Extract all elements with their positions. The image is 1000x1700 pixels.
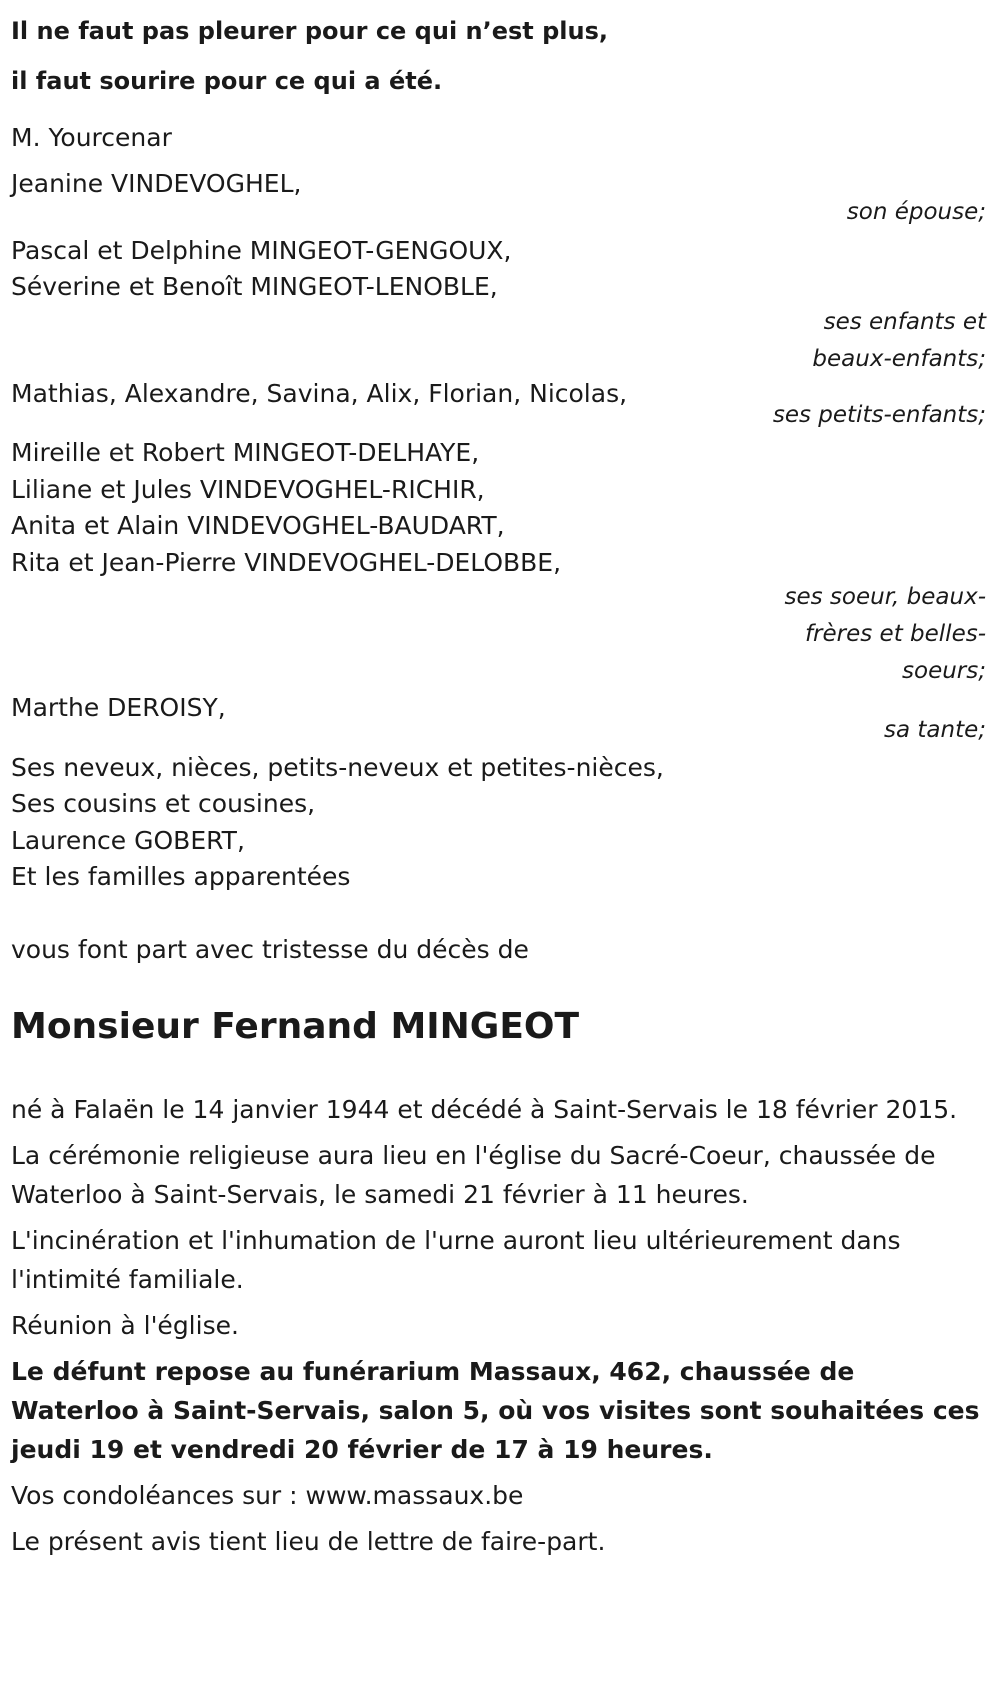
- incineration-text: L'incinération et l'inhumation de l'urne auront lieu ultérieurement dans l'intimité familiale.: [11, 1225, 901, 1294]
- family-group-spouse: [11, 166, 986, 231]
- family-name: Marthe DEROISY,: [11, 693, 226, 722]
- role-line: frères et belles-: [804, 621, 986, 647]
- condolences-text: Vos condoléances sur : www.massaux.be: [11, 1480, 524, 1510]
- quote-line-2: il faut sourire pour ce qui a été.: [11, 67, 443, 95]
- family-name: Rita et Jean-Pierre VINDEVOGHEL-DELOBBE,: [11, 547, 562, 577]
- ceremony-text: La cérémonie religieuse aura lieu en l'église du Sacré-Coeur, chaussée de Waterloo à Saint-Servais, le samedi 21 février à 11 heures.: [11, 1140, 936, 1209]
- family-name: Jeanine VINDEVOGHEL,: [11, 169, 302, 198]
- family-role: [11, 304, 986, 378]
- role-line: beaux-enfants;: [812, 345, 986, 372]
- family-name: Séverine et Benoît MINGEOT-LENOBLE,: [11, 272, 498, 301]
- visitation-text: Le défunt repose au funérarium Massaux, 462, chaussée de Waterloo à Saint-Servais, salon 5, où vos visites sont souhaitées ces jeudi 19 et vendredi 20 février de 17 à 19 heures.: [11, 1356, 980, 1464]
- family-name: Mathias, Alexandre, Savina, Alix, Florian, Nicolas,: [11, 378, 628, 408]
- announcement: vous font part avec tristesse du décès de: [11, 934, 529, 964]
- family-group-aunt: [11, 690, 986, 749]
- role-line: ses petits-enfants;: [772, 402, 986, 428]
- relative-line: Et les familles apparentées: [11, 862, 351, 891]
- birth-death-text: né à Falaën le 14 janvier 1944 et décédé à Saint-Servais le 18 février 2015.: [11, 1094, 958, 1124]
- notice-text: Le présent avis tient lieu de lettre de faire-part.: [11, 1526, 606, 1556]
- quote-block: [11, 6, 986, 106]
- family-role: [11, 579, 986, 690]
- family-group-children: [11, 233, 986, 378]
- other-relatives: [11, 750, 986, 896]
- deceased-name: Monsieur Fernand MINGEOT: [11, 1005, 580, 1047]
- relative-line: Laurence GOBERT,: [11, 825, 245, 855]
- role-line: sa tante;: [884, 716, 986, 743]
- meeting-text: Réunion à l'église.: [11, 1310, 239, 1340]
- quote-author: M. Yourcenar: [11, 123, 172, 152]
- family-name: Liliane et Jules VINDEVOGHEL-RICHIR,: [11, 474, 485, 504]
- relative-line: Ses cousins et cousines,: [11, 789, 316, 818]
- family-group-siblings: [11, 435, 986, 690]
- relative-line: Ses neveux, nièces, petits-neveux et petites-nièces,: [11, 752, 664, 782]
- family-group-grandchildren: [11, 376, 986, 435]
- role-line: son épouse;: [846, 198, 986, 225]
- family-name: Anita et Alain VINDEVOGHEL-BAUDART,: [11, 511, 505, 540]
- family-name: Pascal et Delphine MINGEOT-GENGOUX,: [11, 235, 512, 265]
- role-line: ses soeur, beaux-: [784, 584, 986, 610]
- quote-line-1: Il ne faut pas pleurer pour ce qui n’est plus,: [11, 17, 609, 45]
- role-line: soeurs;: [902, 658, 986, 684]
- role-line: ses enfants et: [823, 308, 986, 335]
- family-name: Mireille et Robert MINGEOT-DELHAYE,: [11, 438, 480, 467]
